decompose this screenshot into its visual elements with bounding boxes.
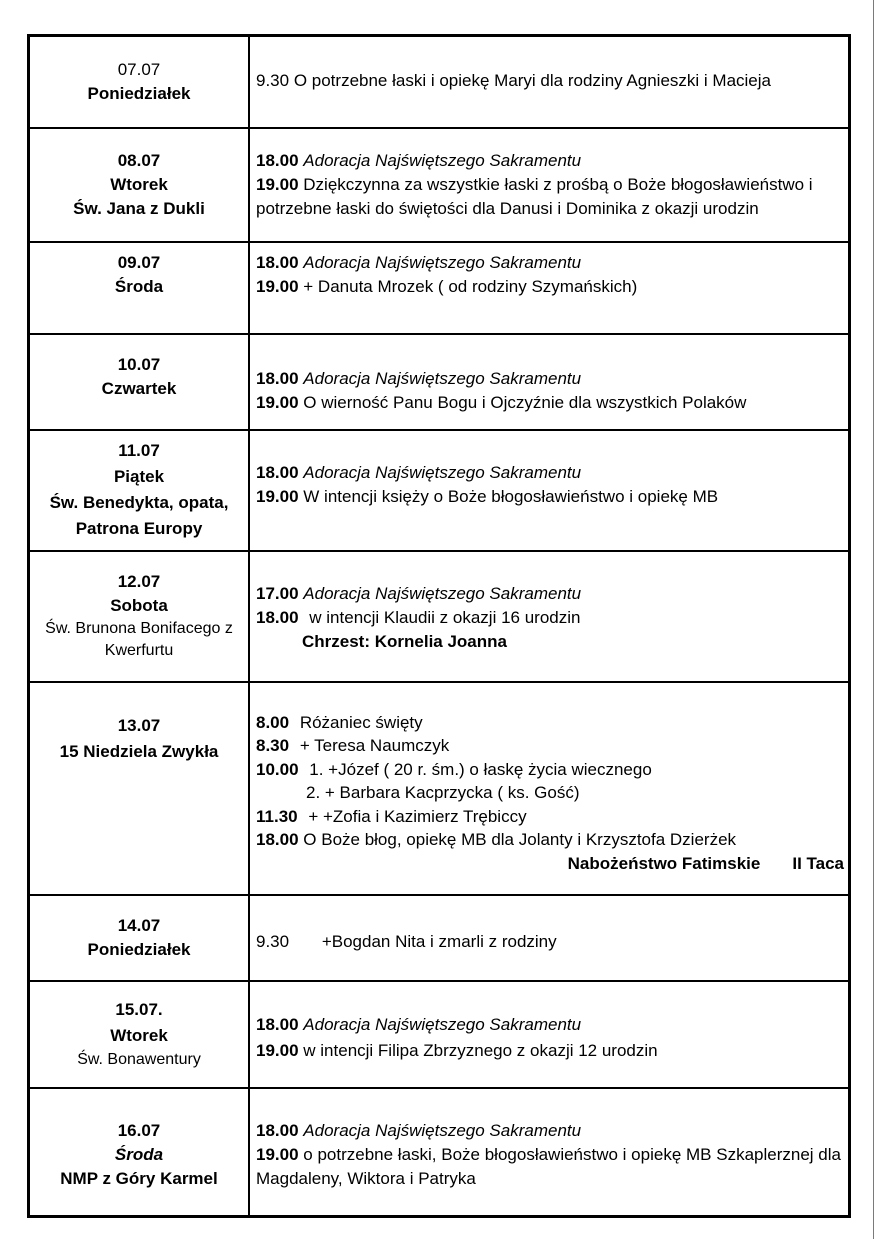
entry-time: 18.00: [256, 462, 299, 482]
entry-time: 19.00: [256, 276, 299, 296]
row-day: Środa: [114, 276, 164, 296]
entry-text: W intencji księży o Boże błogosławieństwo i opiekę MB: [303, 486, 719, 506]
table-row: [29, 551, 850, 682]
note-service: Nabożeństwo Fatimskie: [567, 853, 761, 873]
date-cell: [29, 430, 250, 551]
row-day: Poniedziałek: [87, 83, 191, 103]
row-day: Środa: [114, 1144, 164, 1164]
date-cell: [29, 242, 250, 334]
table-row: [29, 128, 850, 242]
table-row: [29, 1088, 850, 1217]
entry-time: 18.00: [256, 150, 299, 170]
row-date: 11.07: [118, 441, 160, 460]
entry-text: + +Zofia i Kazimierz Trębiccy: [308, 806, 527, 826]
intention-entry: [256, 485, 844, 509]
intentions-cell: [249, 551, 850, 682]
intentions-cell: [249, 981, 850, 1088]
intention-entry: [256, 734, 844, 758]
intention-entry: [256, 758, 844, 782]
intentions-cell: [249, 128, 850, 242]
row-day: Sobota: [110, 596, 168, 615]
row-date: 15.07.: [115, 1000, 163, 1019]
row-day: Wtorek: [110, 174, 168, 194]
table-row: [29, 895, 850, 981]
entry-text: 2. + Barbara Kacprzycka ( ks. Gość): [306, 783, 580, 802]
entry-time: 18.00: [256, 252, 299, 272]
intention-entry: [256, 930, 844, 954]
entry-text: w intencji Klaudii z okazji 16 urodzin: [309, 607, 581, 627]
date-cell: [29, 128, 250, 242]
row-date: 08.07: [117, 150, 161, 170]
entry-time: 18.00: [256, 1014, 299, 1034]
row-date: 13.07: [117, 715, 161, 735]
entry-text: + Danuta Mrozek ( od rodziny Szymańskich): [303, 276, 638, 296]
intentions-cell: [249, 682, 850, 895]
date-cell: [29, 36, 250, 128]
date-cell: [29, 682, 250, 895]
intention-entry: [256, 1143, 844, 1191]
note-collection: II Taca: [792, 853, 844, 873]
entry-text: Adoracja Najświętszego Sakramentu: [303, 1120, 582, 1140]
entry-text: 1. +Józef ( 20 r. śm.) o łaskę życia wiecznego: [309, 759, 652, 779]
intentions-cell: [249, 36, 850, 128]
intention-entry: [256, 275, 844, 299]
entry-text: O wierność Panu Bogu i Ojczyźnie dla wszystkich Polaków: [303, 392, 747, 412]
entry-text: Adoracja Najświętszego Sakramentu: [303, 150, 582, 170]
intention-entry: [256, 1038, 844, 1064]
table-row: [29, 334, 850, 430]
intentions-cell: [249, 334, 850, 430]
row-date: 10.07: [117, 354, 161, 374]
entry-time: 18.00: [256, 607, 299, 627]
table-row: [29, 430, 850, 551]
entry-time: 9.30: [256, 931, 290, 951]
intention-entry: [256, 391, 844, 415]
row-day: Czwartek: [101, 378, 177, 398]
entry-text: O potrzebne łaski i opiekę Maryi dla rodziny Agnieszki i Macieja: [293, 71, 771, 90]
entry-time: 18.00: [256, 1120, 299, 1140]
row-day: 15 Niedziela Zwykła: [59, 741, 219, 761]
table-row: [29, 242, 850, 334]
intention-entry: [256, 149, 844, 173]
intention-entry: [256, 1012, 844, 1038]
table-row: [29, 36, 850, 128]
intentions-cell: [249, 895, 850, 981]
intentions-cell: [249, 1088, 850, 1217]
entry-text: Różaniec święty: [299, 712, 423, 732]
intention-entry: [256, 781, 844, 805]
date-cell: [29, 895, 250, 981]
entry-text: w intencji Filipa Zbrzyznego z okazji 12 urodzin: [303, 1040, 658, 1060]
date-cell: [29, 1088, 250, 1217]
intention-entry: [256, 367, 844, 391]
entry-text: +Bogdan Nita i zmarli z rodziny: [321, 931, 557, 951]
entry-time: 19.00: [256, 486, 299, 506]
entry-time: 18.00: [256, 368, 299, 388]
row-date: 07.07: [117, 59, 161, 79]
row-date: 12.07: [117, 572, 161, 591]
entry-text: Adoracja Najświętszego Sakramentu: [303, 252, 582, 272]
entry-text: Adoracja Najświętszego Sakramentu: [303, 462, 582, 482]
intention-entry: [256, 805, 844, 829]
entry-time: 8.30: [256, 736, 290, 755]
intention-entry: [256, 828, 844, 852]
intentions-cell: [249, 242, 850, 334]
row-day: Wtorek: [110, 1026, 168, 1045]
intentions-cell: [249, 430, 850, 551]
entry-time: 19.00: [256, 1144, 299, 1164]
row-saint: NMP z Góry Karmel: [60, 1168, 218, 1188]
fatima-note: [256, 852, 844, 876]
intention-entry: [256, 606, 844, 630]
entry-time: 19.00: [256, 174, 299, 194]
entry-time: 9.30: [256, 71, 290, 90]
intention-entry: [256, 251, 844, 275]
row-saint: Św. Bonawentury: [77, 1051, 201, 1068]
intention-entry: [256, 1119, 844, 1143]
row-saint: Św. Benedykta, opata,: [49, 493, 229, 512]
table-row: [29, 682, 850, 895]
entry-text: Adoracja Najświętszego Sakramentu: [303, 368, 582, 388]
row-saint: Patrona Europy: [75, 519, 203, 538]
entry-text: Adoracja Najświętszego Sakramentu: [303, 1014, 582, 1034]
intention-entry: [256, 69, 844, 93]
date-cell: [29, 981, 250, 1088]
entry-text: Adoracja Najświętszego Sakramentu: [303, 583, 582, 603]
baptism-note: Chrzest: Kornelia Joanna: [302, 631, 507, 651]
table-row: [29, 981, 850, 1088]
intention-entry: [256, 173, 844, 221]
intention-entry: [256, 582, 844, 606]
entry-text: Dziękczynna za wszystkie łaski z prośbą o Boże błogosławieństwo i potrzebne łaski do świętości dla Danusi i Dominika z okazji urodzin: [256, 174, 813, 218]
entry-time: 8.00: [256, 712, 290, 732]
entry-time: 10.00: [256, 759, 299, 779]
entry-text: O Boże błog, opiekę MB dla Jolanty i Krzysztofa Dzierżek: [303, 830, 737, 849]
entry-time: 18.00: [256, 830, 299, 849]
date-cell: [29, 551, 250, 682]
intention-entry: [256, 711, 844, 735]
row-day: Poniedziałek: [87, 939, 191, 959]
row-day: Piątek: [113, 467, 165, 486]
entry-time: 19.00: [256, 1040, 299, 1060]
row-date: 09.07: [117, 252, 161, 272]
date-cell: [29, 334, 250, 430]
mass-schedule-table: [27, 34, 851, 1218]
row-saint: Św. Jana z Dukli: [73, 198, 205, 218]
row-date: 16.07: [117, 1120, 161, 1140]
row-saint: Św. Brunona Bonifacego z Kwerfurtu: [45, 620, 233, 659]
entry-time: 11.30: [256, 806, 298, 826]
row-date: 14.07: [117, 915, 161, 935]
entry-text: + Teresa Naumczyk: [299, 736, 450, 755]
entry-time: 19.00: [256, 392, 299, 412]
entry-time: 17.00: [256, 583, 299, 603]
entry-text: o potrzebne łaski, Boże błogosławieństwo i opiekę MB Szkaplerznej dla Magdaleny, Wiktora i Patryka: [256, 1144, 841, 1188]
intention-entry: [256, 461, 844, 485]
